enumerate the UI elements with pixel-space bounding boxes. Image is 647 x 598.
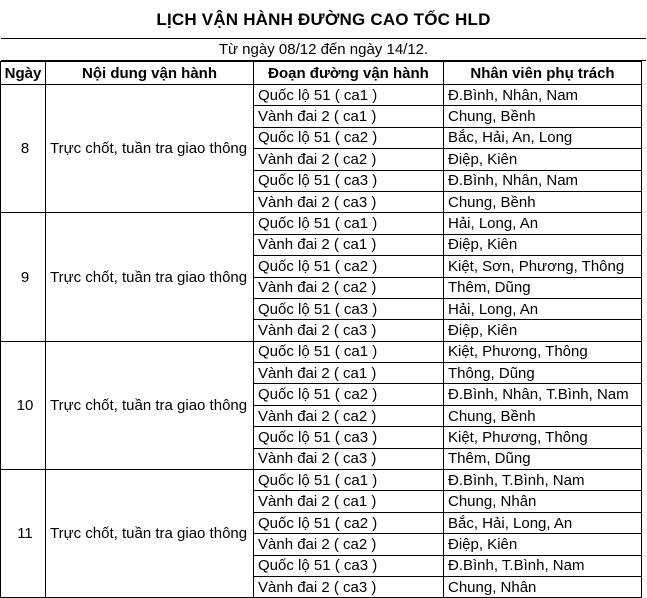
road-cell: Quốc lộ 51 ( ca2 ) bbox=[254, 384, 444, 405]
road-cell: Vành đai 2 ( ca3 ) bbox=[254, 576, 444, 597]
day-cell: 8 bbox=[1, 85, 46, 213]
road-cell: Vành đai 2 ( ca1 ) bbox=[254, 491, 444, 512]
road-cell: Quốc lộ 51 ( ca3 ) bbox=[254, 298, 444, 319]
schedule-table bbox=[0, 61, 642, 598]
road-cell: Vành đai 2 ( ca2 ) bbox=[254, 534, 444, 555]
header-day: Ngày bbox=[1, 62, 46, 85]
road-cell: Vành đai 2 ( ca3 ) bbox=[254, 191, 444, 212]
table-row bbox=[1, 341, 642, 362]
table-row bbox=[1, 213, 642, 234]
road-cell: Quốc lộ 51 ( ca3 ) bbox=[254, 427, 444, 448]
road-cell: Quốc lộ 51 ( ca1 ) bbox=[254, 213, 444, 234]
staff-cell: Chung, Bềnh bbox=[444, 106, 642, 127]
road-cell: Vành đai 2 ( ca3 ) bbox=[254, 448, 444, 469]
content-cell: Trực chốt, tuần tra giao thông bbox=[46, 470, 254, 598]
road-cell: Quốc lộ 51 ( ca3 ) bbox=[254, 555, 444, 576]
road-cell: Quốc lộ 51 ( ca2 ) bbox=[254, 512, 444, 533]
header-row bbox=[1, 62, 642, 85]
content-cell: Trực chốt, tuần tra giao thông bbox=[46, 341, 254, 469]
day-cell: 9 bbox=[1, 213, 46, 341]
road-cell: Vành đai 2 ( ca1 ) bbox=[254, 363, 444, 384]
staff-cell: Đ.Bình, T.Bình, Nam bbox=[444, 470, 642, 491]
schedule-date-range: Từ ngày 08/12 đến ngày 14/12. bbox=[1, 39, 646, 61]
day-cell: 11 bbox=[1, 470, 46, 598]
staff-cell: Hải, Long, An bbox=[444, 213, 642, 234]
table-row bbox=[1, 85, 642, 106]
staff-cell: Kiệt, Phương, Thông bbox=[444, 341, 642, 362]
road-cell: Vành đai 2 ( ca3 ) bbox=[254, 320, 444, 341]
road-cell: Vành đai 2 ( ca2 ) bbox=[254, 149, 444, 170]
staff-cell: Điệp, Kiên bbox=[444, 320, 642, 341]
staff-cell: Hải, Long, An bbox=[444, 298, 642, 319]
staff-cell: Chung, Bềnh bbox=[444, 405, 642, 426]
staff-cell: Bắc, Hải, An, Long bbox=[444, 127, 642, 148]
staff-cell: Đ.Bình, Nhân, T.Bình, Nam bbox=[444, 384, 642, 405]
staff-cell: Chung, Nhân bbox=[444, 491, 642, 512]
staff-cell: Thông, Dũng bbox=[444, 363, 642, 384]
staff-cell: Kiệt, Phương, Thông bbox=[444, 427, 642, 448]
staff-cell: Đ.Bình, Nhân, Nam bbox=[444, 85, 642, 106]
road-cell: Vành đai 2 ( ca2 ) bbox=[254, 277, 444, 298]
staff-cell: Điệp, Kiên bbox=[444, 534, 642, 555]
content-cell: Trực chốt, tuần tra giao thông bbox=[46, 85, 254, 213]
staff-cell: Kiệt, Sơn, Phương, Thông bbox=[444, 256, 642, 277]
staff-cell: Điệp, Kiên bbox=[444, 149, 642, 170]
road-cell: Quốc lộ 51 ( ca2 ) bbox=[254, 127, 444, 148]
staff-cell: Chung, Bềnh bbox=[444, 191, 642, 212]
road-cell: Vành đai 2 ( ca1 ) bbox=[254, 234, 444, 255]
staff-cell: Đ.Bình, Nhân, Nam bbox=[444, 170, 642, 191]
staff-cell: Đ.Bình, T.Bình, Nam bbox=[444, 555, 642, 576]
road-cell: Quốc lộ 51 ( ca2 ) bbox=[254, 256, 444, 277]
staff-cell: Điệp, Kiên bbox=[444, 234, 642, 255]
staff-cell: Thêm, Dũng bbox=[444, 277, 642, 298]
road-cell: Vành đai 2 ( ca1 ) bbox=[254, 106, 444, 127]
header-road: Đoạn đường vận hành bbox=[254, 62, 444, 85]
staff-cell: Chung, Nhân bbox=[444, 576, 642, 597]
header-staff: Nhân viên phụ trách bbox=[444, 62, 642, 85]
road-cell: Quốc lộ 51 ( ca1 ) bbox=[254, 85, 444, 106]
road-cell: Quốc lộ 51 ( ca1 ) bbox=[254, 470, 444, 491]
road-cell: Quốc lộ 51 ( ca1 ) bbox=[254, 341, 444, 362]
road-cell: Vành đai 2 ( ca2 ) bbox=[254, 405, 444, 426]
staff-cell: Thêm, Dũng bbox=[444, 448, 642, 469]
header-content: Nội dung vận hành bbox=[46, 62, 254, 85]
content-cell: Trực chốt, tuần tra giao thông bbox=[46, 213, 254, 341]
staff-cell: Bắc, Hải, Long, An bbox=[444, 512, 642, 533]
schedule-title: LỊCH VẬN HÀNH ĐƯỜNG CAO TỐC HLD bbox=[1, 1, 646, 39]
day-cell: 10 bbox=[1, 341, 46, 469]
schedule-body bbox=[1, 85, 642, 598]
road-cell: Quốc lộ 51 ( ca3 ) bbox=[254, 170, 444, 191]
table-row bbox=[1, 470, 642, 491]
